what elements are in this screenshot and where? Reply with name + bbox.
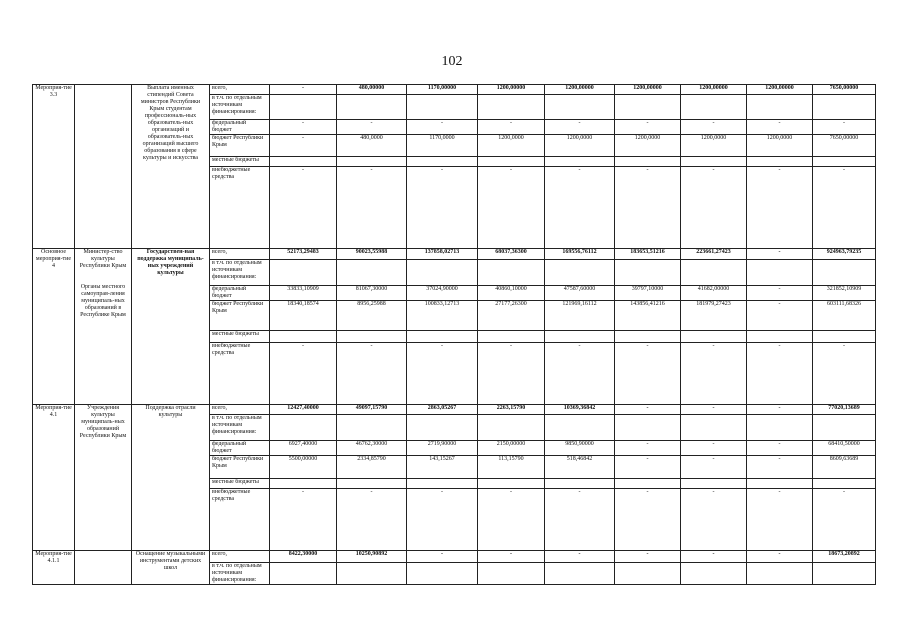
executor-primary: Министер-ство культуры Республики Крым xyxy=(79,249,127,269)
funding-source: всего, xyxy=(210,405,270,415)
value-cell: 113,15790 xyxy=(478,456,545,479)
value-cell xyxy=(681,331,747,343)
value-cell: 1200,00000 xyxy=(615,85,681,95)
value-cell xyxy=(337,95,407,120)
value-cell xyxy=(407,260,478,286)
value-cell xyxy=(545,479,615,489)
event-code: Мероприя-тие 3.3 xyxy=(33,85,75,249)
value-cell: - xyxy=(407,489,478,551)
value-cell: - xyxy=(615,456,681,479)
value-cell xyxy=(478,563,545,585)
funding-source: местные бюджеты xyxy=(210,331,270,343)
value-cell xyxy=(337,260,407,286)
funding-source: внебюджетные средства xyxy=(210,343,270,405)
value-cell xyxy=(270,331,337,343)
funding-source: в т.ч. по отдельным источникам финансирования: xyxy=(210,95,270,120)
value-cell: 1170,00000 xyxy=(407,85,478,95)
value-cell xyxy=(681,563,747,585)
value-cell: - xyxy=(407,167,478,249)
value-cell: - xyxy=(681,167,747,249)
value-cell: - xyxy=(478,551,545,563)
value-cell xyxy=(747,260,813,286)
value-cell: - xyxy=(545,343,615,405)
value-cell xyxy=(337,331,407,343)
value-cell: 143,15267 xyxy=(407,456,478,479)
value-cell xyxy=(813,95,876,120)
value-cell xyxy=(545,563,615,585)
value-cell: 47587,60000 xyxy=(545,286,615,301)
value-cell xyxy=(270,415,337,441)
value-cell xyxy=(270,95,337,120)
value-cell: - xyxy=(747,120,813,135)
value-cell: 100833,12713 xyxy=(407,301,478,331)
value-cell: - xyxy=(270,167,337,249)
value-cell: 18340,18574 xyxy=(270,301,337,331)
value-cell: - xyxy=(813,489,876,551)
value-cell: 5500,00000 xyxy=(270,456,337,479)
value-cell: 40860,10000 xyxy=(478,286,545,301)
value-cell: 6927,40000 xyxy=(270,441,337,456)
value-cell: 46762,30000 xyxy=(337,441,407,456)
table-row xyxy=(33,405,876,415)
funding-source: бюджет Республики Крым xyxy=(210,301,270,331)
event-code: Основное мероприя-тие 4 xyxy=(33,249,75,405)
value-cell: - xyxy=(813,167,876,249)
value-cell: - xyxy=(615,343,681,405)
value-cell: - xyxy=(270,489,337,551)
value-cell xyxy=(478,95,545,120)
event-code: Мероприя-тие 4.1 xyxy=(33,405,75,551)
measure-name: Оснащение музыкальными инструментами детских школ xyxy=(132,551,210,585)
value-cell xyxy=(545,260,615,286)
value-cell: 18673,20892 xyxy=(813,551,876,563)
value-cell: 137858,02713 xyxy=(407,249,478,260)
value-cell xyxy=(813,563,876,585)
value-cell xyxy=(407,415,478,441)
value-cell: 10250,90892 xyxy=(337,551,407,563)
value-cell: - xyxy=(478,167,545,249)
value-cell xyxy=(270,157,337,167)
value-cell: 143856,41216 xyxy=(615,301,681,331)
value-cell: - xyxy=(615,489,681,551)
executor xyxy=(75,249,132,405)
value-cell xyxy=(478,415,545,441)
value-cell: - xyxy=(615,441,681,456)
value-cell xyxy=(478,479,545,489)
value-cell xyxy=(681,415,747,441)
value-cell: 8956,25988 xyxy=(337,301,407,331)
value-cell: 7650,00000 xyxy=(813,135,876,157)
value-cell: 1200,0000 xyxy=(615,135,681,157)
value-cell: 1200,00000 xyxy=(478,85,545,95)
funding-source: в т.ч. по отдельным источникам финансирования: xyxy=(210,260,270,286)
value-cell xyxy=(615,563,681,585)
value-cell: - xyxy=(270,135,337,157)
funding-source: федеральный бюджет xyxy=(210,286,270,301)
value-cell: 1200,0000 xyxy=(478,135,545,157)
page-number: 102 xyxy=(441,54,463,69)
value-cell: 33833,10909 xyxy=(270,286,337,301)
value-cell: 49097,15790 xyxy=(337,405,407,415)
value-cell: - xyxy=(681,405,747,415)
value-cell: - xyxy=(747,551,813,563)
value-cell xyxy=(681,95,747,120)
value-cell: 1200,00000 xyxy=(747,85,813,95)
value-cell xyxy=(747,157,813,167)
executor-secondary: Органы местного самоуправ-ления муниципаль-ных образований в Республике Крым xyxy=(80,284,126,318)
value-cell: 1200,00000 xyxy=(681,85,747,95)
value-cell: - xyxy=(337,120,407,135)
value-cell: 321852,10909 xyxy=(813,286,876,301)
value-cell: 77020,13689 xyxy=(813,405,876,415)
value-cell: 2334,85790 xyxy=(337,456,407,479)
value-cell: 480,0000 xyxy=(337,135,407,157)
value-cell: 8422,30000 xyxy=(270,551,337,563)
value-cell: - xyxy=(747,249,813,260)
funding-source: местные бюджеты xyxy=(210,479,270,489)
value-cell: 2863,05267 xyxy=(407,405,478,415)
value-cell: 121969,16112 xyxy=(545,301,615,331)
funding-table xyxy=(32,84,876,585)
value-cell: - xyxy=(478,489,545,551)
value-cell: 181979,27423 xyxy=(681,301,747,331)
value-cell xyxy=(407,479,478,489)
value-cell: 37024,90000 xyxy=(407,286,478,301)
value-cell: - xyxy=(337,343,407,405)
measure-name: Государствен-ная поддержка муниципаль-ных учреждений культуры xyxy=(132,249,210,405)
value-cell: - xyxy=(747,167,813,249)
value-cell xyxy=(337,479,407,489)
value-cell: - xyxy=(407,551,478,563)
value-cell: 68037,36300 xyxy=(478,249,545,260)
value-cell: - xyxy=(681,456,747,479)
value-cell: 12427,40000 xyxy=(270,405,337,415)
value-cell: - xyxy=(747,405,813,415)
value-cell: - xyxy=(615,167,681,249)
value-cell: 169556,76112 xyxy=(545,249,615,260)
value-cell xyxy=(545,157,615,167)
value-cell: 90023,55988 xyxy=(337,249,407,260)
value-cell xyxy=(270,479,337,489)
value-cell xyxy=(681,479,747,489)
value-cell: - xyxy=(270,343,337,405)
value-cell xyxy=(270,260,337,286)
value-cell: - xyxy=(615,551,681,563)
value-cell: - xyxy=(747,343,813,405)
value-cell: - xyxy=(681,120,747,135)
value-cell: - xyxy=(407,120,478,135)
value-cell xyxy=(478,157,545,167)
value-cell: - xyxy=(478,120,545,135)
value-cell: - xyxy=(270,85,337,95)
value-cell: - xyxy=(813,343,876,405)
value-cell: - xyxy=(545,167,615,249)
executor xyxy=(75,551,132,585)
value-cell: 1200,0000 xyxy=(545,135,615,157)
value-cell xyxy=(545,95,615,120)
value-cell xyxy=(813,260,876,286)
funding-source: местные бюджеты xyxy=(210,157,270,167)
value-cell xyxy=(407,157,478,167)
value-cell: - xyxy=(545,551,615,563)
value-cell: 39797,10000 xyxy=(615,286,681,301)
executor-gap xyxy=(77,270,129,284)
funding-source: федеральный бюджет xyxy=(210,120,270,135)
value-cell: 27177,26300 xyxy=(478,301,545,331)
value-cell: 9850,90000 xyxy=(545,441,615,456)
value-cell: 8609,63689 xyxy=(813,456,876,479)
value-cell: - xyxy=(615,405,681,415)
value-cell: 7650,00000 xyxy=(813,85,876,95)
value-cell: 2719,90000 xyxy=(407,441,478,456)
value-cell xyxy=(545,415,615,441)
value-cell xyxy=(615,479,681,489)
value-cell xyxy=(813,415,876,441)
funding-source: бюджет Республики Крым xyxy=(210,456,270,479)
value-cell xyxy=(813,479,876,489)
value-cell: 10369,36842 xyxy=(545,405,615,415)
value-cell xyxy=(813,157,876,167)
measure-name: Выплата именных стипендий Совета министров Республики Крым студентам профессиональ-ных образователь-ных организаций и образователь-ных организаций высшего образования в сфере культуры и искусства xyxy=(132,85,210,249)
table-row xyxy=(33,85,876,95)
value-cell xyxy=(615,260,681,286)
funding-source: внебюджетные средства xyxy=(210,167,270,249)
value-cell: - xyxy=(407,343,478,405)
funding-source: федеральный бюджет xyxy=(210,441,270,456)
value-cell xyxy=(681,260,747,286)
value-cell xyxy=(545,331,615,343)
value-cell: - xyxy=(747,456,813,479)
executor xyxy=(75,405,132,551)
value-cell: 223661,27423 xyxy=(681,249,747,260)
table-row xyxy=(33,249,876,260)
value-cell xyxy=(337,157,407,167)
value-cell xyxy=(747,479,813,489)
value-cell: 1200,0000 xyxy=(747,135,813,157)
value-cell xyxy=(813,331,876,343)
value-cell: - xyxy=(747,301,813,331)
value-cell: - xyxy=(337,167,407,249)
value-cell: 480,00000 xyxy=(337,85,407,95)
event-code: Мероприя-тие 4.1.1 xyxy=(33,551,75,585)
executor xyxy=(75,85,132,249)
value-cell xyxy=(747,415,813,441)
funding-source: в т.ч. по отдельным источникам финансирования: xyxy=(210,415,270,441)
funding-source: в т.ч. по отдельным источникам финансирования: xyxy=(210,563,270,585)
value-cell xyxy=(747,331,813,343)
value-cell: 183653,51216 xyxy=(615,249,681,260)
funding-source: всего, xyxy=(210,85,270,95)
value-cell xyxy=(747,563,813,585)
funding-source: внебюджетные средства xyxy=(210,489,270,551)
value-cell xyxy=(337,563,407,585)
value-cell: - xyxy=(747,489,813,551)
value-cell: - xyxy=(615,120,681,135)
value-cell: 1200,0000 xyxy=(681,135,747,157)
funding-source: всего, xyxy=(210,551,270,563)
value-cell: - xyxy=(681,441,747,456)
value-cell: 52173,29483 xyxy=(270,249,337,260)
value-cell xyxy=(615,157,681,167)
value-cell: - xyxy=(681,489,747,551)
value-cell xyxy=(270,563,337,585)
value-cell: - xyxy=(747,441,813,456)
value-cell: 68410,50000 xyxy=(813,441,876,456)
value-cell: - xyxy=(337,489,407,551)
value-cell xyxy=(407,563,478,585)
value-cell xyxy=(615,415,681,441)
value-cell: 924963,79235 xyxy=(813,249,876,260)
value-cell xyxy=(615,95,681,120)
funding-source: бюджет Республики Крым xyxy=(210,135,270,157)
value-cell: - xyxy=(813,120,876,135)
funding-source: всего, xyxy=(210,249,270,260)
measure-name: Поддержка отрасли культуры xyxy=(132,405,210,551)
value-cell: - xyxy=(478,343,545,405)
value-cell xyxy=(407,331,478,343)
value-cell xyxy=(478,331,545,343)
value-cell: 1170,0000 xyxy=(407,135,478,157)
value-cell: - xyxy=(747,286,813,301)
value-cell: 603111,68326 xyxy=(813,301,876,331)
executor-primary: Учреждения культуры муниципаль-ных образований Республики Крым xyxy=(79,405,127,439)
value-cell: - xyxy=(681,343,747,405)
value-cell: 518,46842 xyxy=(545,456,615,479)
value-cell xyxy=(478,260,545,286)
value-cell xyxy=(747,95,813,120)
table-row xyxy=(33,551,876,563)
value-cell xyxy=(681,157,747,167)
value-cell: 2263,15790 xyxy=(478,405,545,415)
value-cell: 81067,30000 xyxy=(337,286,407,301)
value-cell xyxy=(615,331,681,343)
value-cell: - xyxy=(270,120,337,135)
value-cell: - xyxy=(545,489,615,551)
value-cell: - xyxy=(681,551,747,563)
value-cell xyxy=(337,415,407,441)
value-cell: 41682,00000 xyxy=(681,286,747,301)
value-cell xyxy=(407,95,478,120)
value-cell: 1200,00000 xyxy=(545,85,615,95)
value-cell: - xyxy=(545,120,615,135)
value-cell: 2150,00000 xyxy=(478,441,545,456)
